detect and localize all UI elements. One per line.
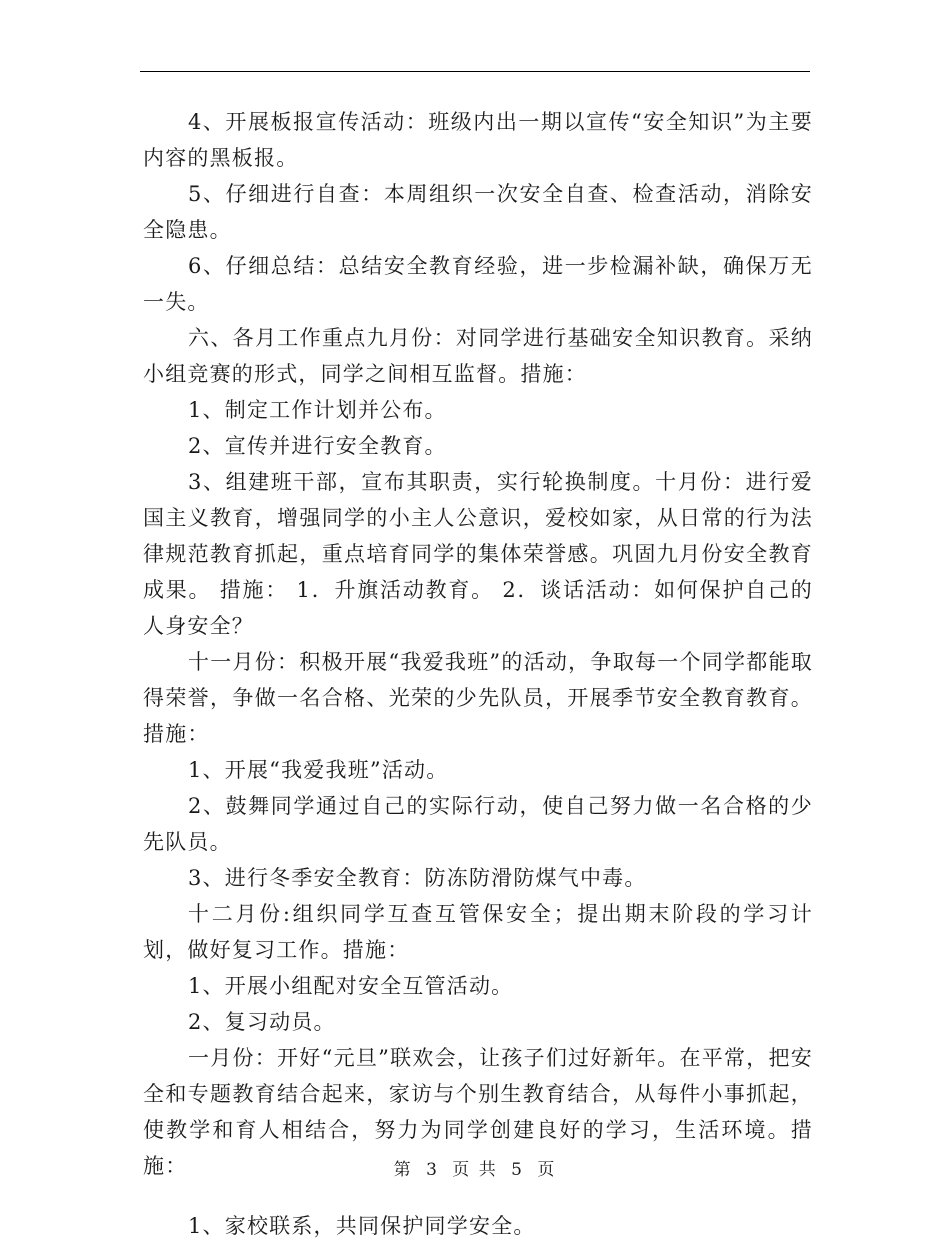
paragraph: 1、制定工作计划并公布。 — [188, 398, 447, 422]
paragraph: 1、开展小组配对安全互管活动。 — [188, 974, 514, 998]
paragraph: 一月份：开好“元旦”联欢会，让孩子们过好新年。在平常，把安全和专题教育结合起来，家访与个别生教育结合，从每件小事抓起，使教学和育人相结合，努力为同学创建良好的学习，生活环境。措施： — [143, 1046, 813, 1178]
footer-suffix: 页 — [537, 1160, 557, 1180]
footer-middle: 页 共 — [452, 1160, 498, 1180]
paragraph: 4、开展板报宣传活动：班级内出一期以宣传“安全知识”为主要内容的黑板报。 — [143, 110, 813, 170]
document-body — [143, 104, 813, 1244]
footer-page-number: 3 — [426, 1160, 439, 1180]
page-footer — [0, 1155, 950, 1180]
paragraph: 1、开展“我爱我班”活动。 — [188, 758, 449, 782]
paragraph: 2、复习动员。 — [188, 1010, 336, 1034]
header-rule — [140, 71, 810, 72]
footer-total-pages: 5 — [511, 1160, 524, 1180]
paragraph: 3、进行冬季安全教育：防冻防滑防煤气中毒。 — [188, 866, 647, 890]
paragraph: 2、鼓舞同学通过自己的实际行动，使自己努力做一名合格的少先队员。 — [143, 794, 813, 854]
paragraph: 5、仔细进行自查：本周组织一次安全自查、检查活动，消除安全隐患。 — [143, 182, 813, 242]
paragraph: 2、宣传并进行安全教育。 — [188, 434, 447, 458]
paragraph: 六、各月工作重点九月份：对同学进行基础安全知识教育。采纳小组竞赛的形式，同学之间相互监督。措施： — [143, 326, 813, 386]
paragraph: 十二月份:组织同学互查互管保安全；提出期末阶段的学习计划，做好复习工作。措施： — [143, 902, 813, 962]
paragraph: 1、家校联系，共同保护同学安全。 — [188, 1214, 536, 1238]
footer-prefix: 第 — [393, 1160, 413, 1180]
paragraph: 3、组建班干部，宣布其职责，实行轮换制度。十月份：进行爱国主义教育，增强同学的小主人公意识，爱校如家，从日常的行为法律规范教育抓起，重点培育同学的集体荣誉感。巩固九月份安全教育成果。 措施： 1．升旗活动教育。 2．谈话活动：如何保护自己的人身安全？ — [143, 470, 813, 638]
paragraph: 十一月份：积极开展“我爱我班”的活动，争取每一个同学都能取得荣誉，争做一名合格、光荣的少先队员，开展季节安全教育教育。措施： — [143, 650, 813, 746]
paragraph: 6、仔细总结：总结安全教育经验，进一步检漏补缺，确保万无一失。 — [143, 254, 813, 314]
